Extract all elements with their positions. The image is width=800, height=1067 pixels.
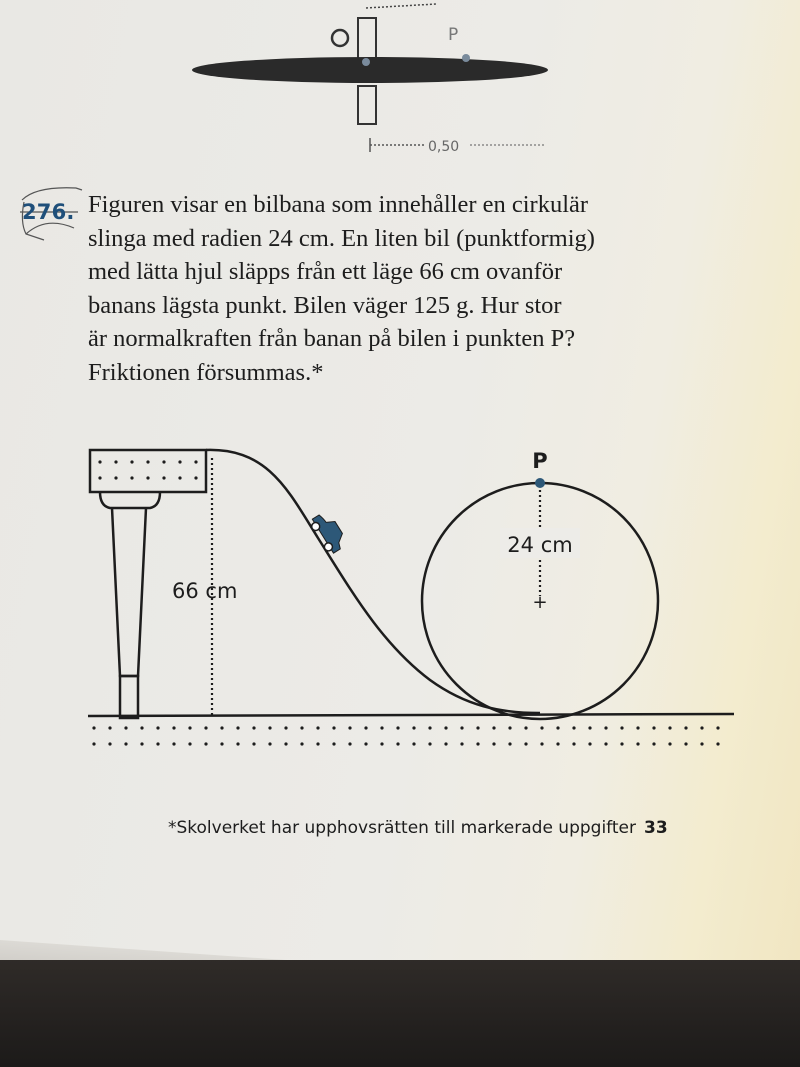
problem-line: Figuren visar en bilbana som innehåller en cirkulär xyxy=(88,191,589,218)
copyright-note: *Skolverket har upphovsrätten till markerade uppgifter xyxy=(168,818,636,838)
table-leg-joint xyxy=(100,492,160,508)
problem-line: slinga med radien 24 cm. En liten bil (punktformig) xyxy=(88,224,595,252)
problem-number: 276. xyxy=(22,200,75,224)
table-top-dots xyxy=(98,460,197,479)
point-p-label: P xyxy=(532,449,548,473)
radius-label: 24 cm xyxy=(507,533,573,557)
ground-dots xyxy=(92,726,719,745)
problem-line: med lätta hjul släpps från ett läge 66 cm ovanför xyxy=(88,258,563,285)
height-label: 66 cm xyxy=(172,579,238,603)
prev-label-p: P xyxy=(448,25,459,45)
prev-top-dimension xyxy=(366,4,436,8)
loop-track-figure xyxy=(0,420,800,760)
problem-text xyxy=(88,188,738,389)
table-top xyxy=(90,450,206,492)
prev-point-o-marker xyxy=(332,30,348,46)
track-ramp xyxy=(206,450,540,713)
background-surface xyxy=(0,960,800,1067)
table-leg-foot xyxy=(120,676,138,718)
page-footer xyxy=(168,818,668,838)
problem-line: Friktionen försummas.* xyxy=(88,358,324,386)
point-p-marker xyxy=(535,478,545,488)
ground-line xyxy=(88,714,734,716)
problem-line: banans lägsta punkt. Bilen väger 125 g. Hur stor xyxy=(88,291,562,319)
prev-center-dot xyxy=(362,58,370,66)
table-leg xyxy=(112,508,146,676)
prev-point-p xyxy=(462,54,470,62)
page-number: 33 xyxy=(643,818,668,838)
prev-axle-bottom xyxy=(358,86,376,124)
center-mark: + xyxy=(532,592,548,613)
previous-figure xyxy=(0,0,800,170)
prev-dimension-label: 0,50 xyxy=(428,139,460,155)
problem-line: är normalkraften från banan på bilen i punkten P? xyxy=(88,325,576,352)
prev-disc xyxy=(192,57,548,83)
